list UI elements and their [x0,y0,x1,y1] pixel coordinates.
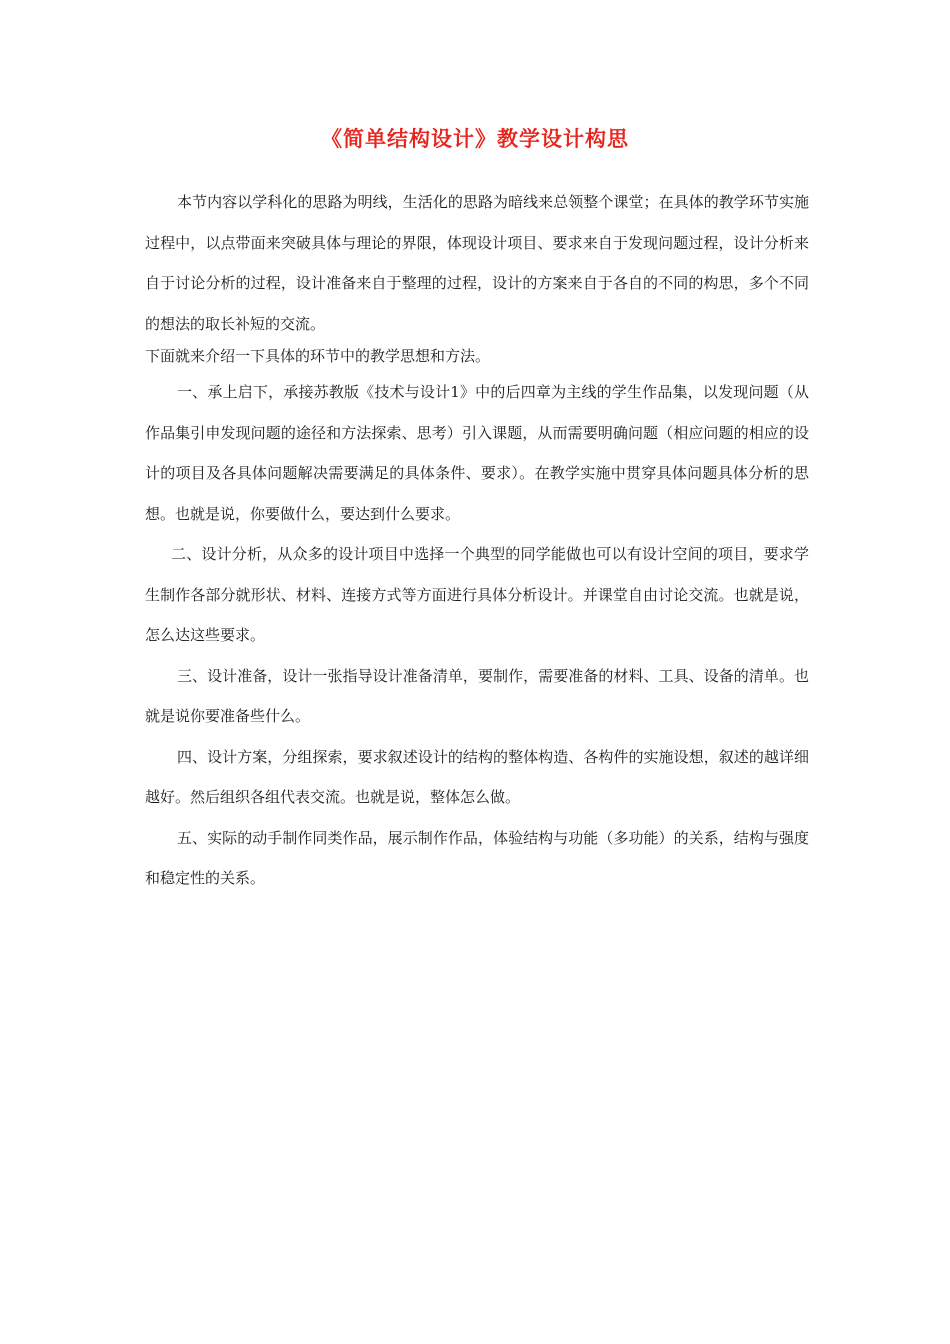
section-3-paragraph: 三、设计准备，设计一张指导设计准备清单，要制作，需要准备的材料、工具、设备的清单。也就是说你要准备些什么。 [145,666,809,725]
transition-paragraph: 下面就来介绍一下具体的环节中的教学思想和方法。 [145,347,491,365]
intro-paragraph: 本节内容以学科化的思路为明线，生活化的思路为暗线来总领整个课堂；在具体的教学环节实施过程中，以点带面来突破具体与理论的界限，体现设计项目、要求来自于发现问题过程，设计分析来自于讨论分析的过程，设计准备来自于整理的过程，设计的方案来自于各自的不同的构思，多个不同的想法的取长补短的交流。 [145,193,809,333]
document-body [145,182,809,899]
section-4-paragraph: 四、设计方案，分组探索，要求叙述设计的结构的整体构造、各构件的实施设想，叙述的越详细越好。然后组织各组代表交流。也就是说，整体怎么做。 [145,747,809,806]
section-2-paragraph: 二、设计分析，从众多的设计项目中选择一个典型的同学能做也可以有设计空间的项目，要求学生制作各部分就形状、材料、连接方式等方面进行具体分析设计。并课堂自由讨论交流。也就是说，怎么达这些要求。 [145,545,809,644]
section-5-paragraph: 五、实际的动手制作同类作品，展示制作作品，体验结构与功能（多功能）的关系，结构与强度和稳定性的关系。 [145,828,809,887]
section-1-paragraph: 一、承上启下，承接苏教版《技术与设计1》中的后四章为主线的学生作品集，以发现问题（从作品集引申发现问题的途径和方法探索、思考）引入课题，从而需要明确问题（相应问题的相应的设计的项目及各具体问题解决需要满足的具体条件、要求）。在教学实施中贯穿具体问题具体分析的思想。也就是说，你要做什么，要达到什么要求。 [145,383,809,523]
document-title: 《简单结构设计》教学设计构思 [321,127,629,151]
